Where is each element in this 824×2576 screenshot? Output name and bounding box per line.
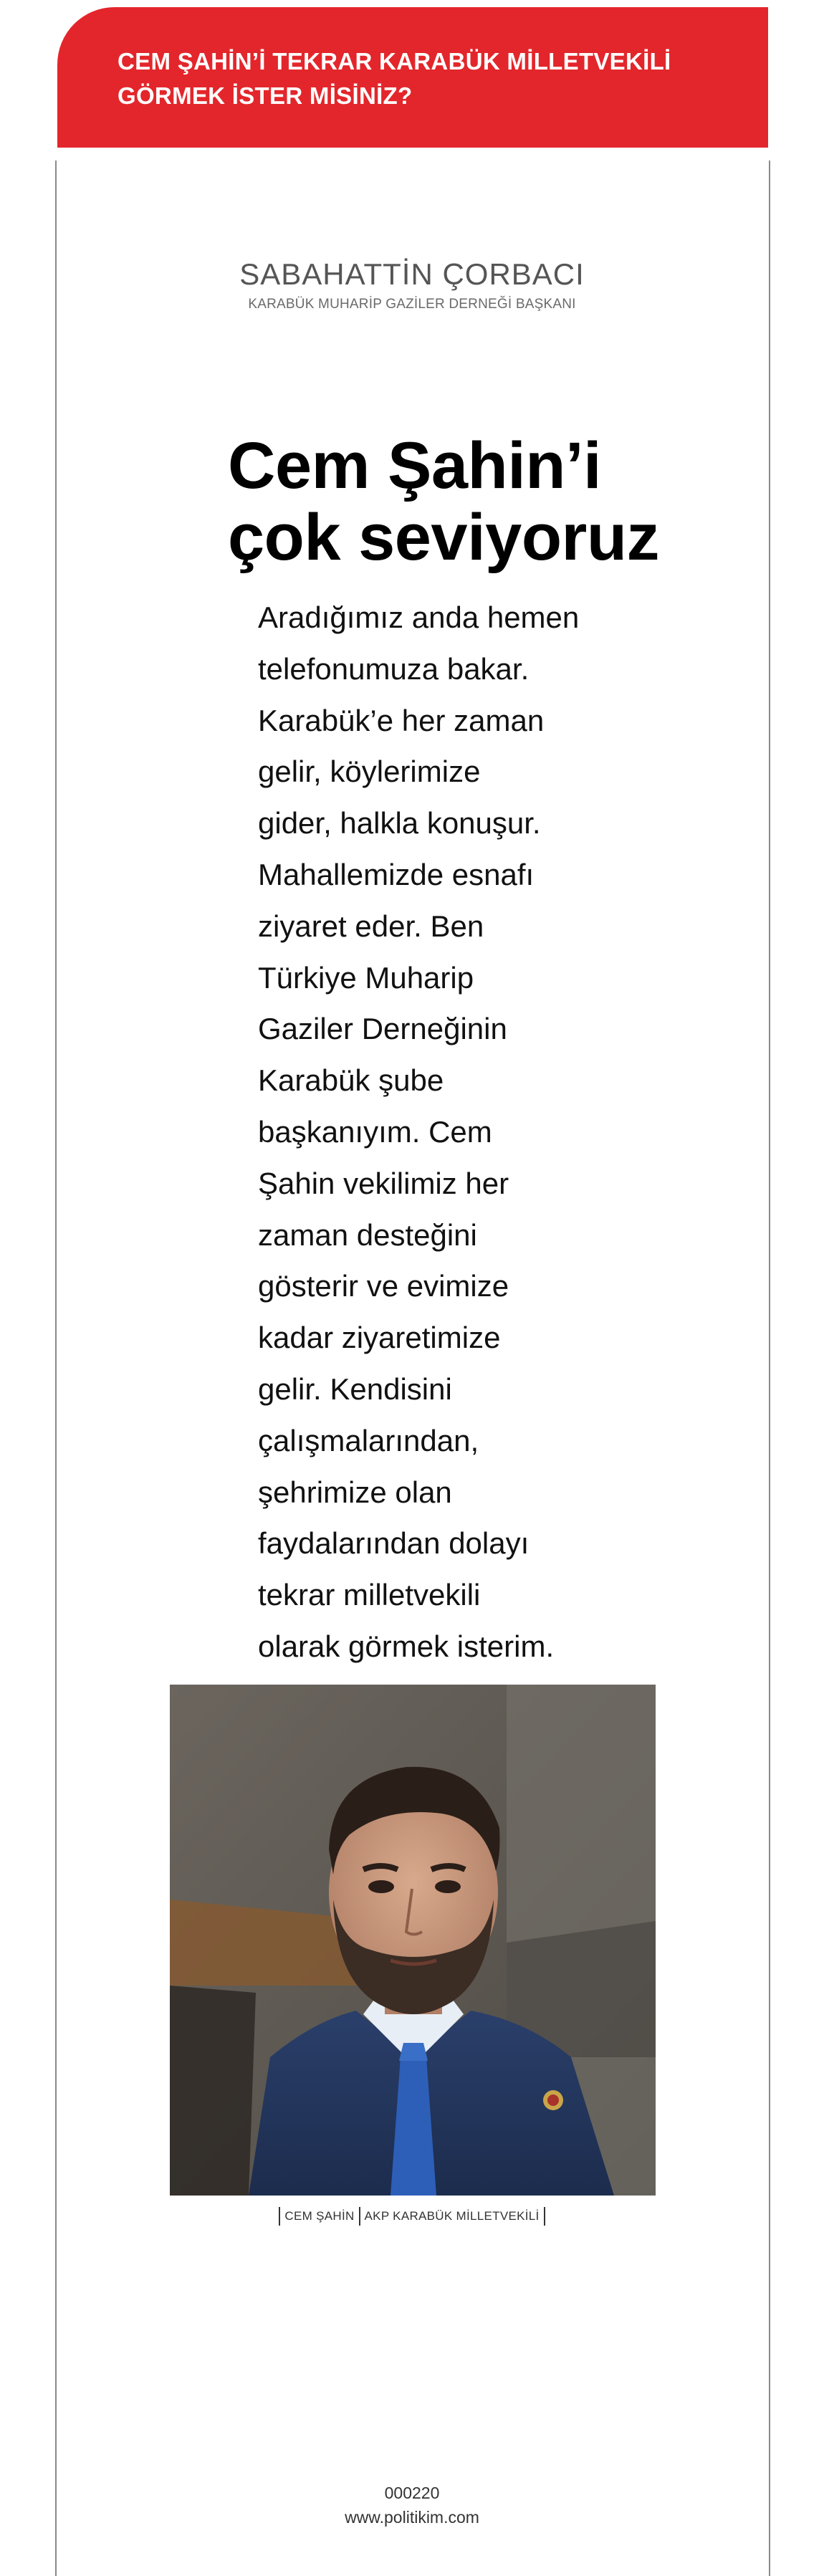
portrait-photo xyxy=(170,1685,656,2196)
portrait-illustration xyxy=(170,1685,656,2196)
page-footer xyxy=(0,2481,824,2529)
caption-divider xyxy=(279,2207,280,2226)
article-headline: Cem Şahin’i çok seviyoruz xyxy=(228,429,660,574)
author-block xyxy=(0,257,824,312)
page-code: 000220 xyxy=(384,2484,440,2502)
caption-name: CEM ŞAHİN xyxy=(284,2209,355,2223)
caption-title: AKP KARABÜK MİLLETVEKİLİ xyxy=(364,2209,540,2223)
photo-caption xyxy=(0,2207,824,2226)
caption-divider xyxy=(544,2207,545,2226)
caption-divider xyxy=(359,2207,360,2226)
author-name: SABAHATTİN ÇORBACI xyxy=(239,257,585,291)
website-link[interactable]: www.politikim.com xyxy=(345,2508,479,2527)
author-role: KARABÜK MUHARİP GAZİLER DERNEĞİ BAŞKANI xyxy=(248,297,576,312)
article-body: Aradığımız anda hemen telefonumuza bakar. Karabük’e her zaman gelir, köylerimize gider, halkla konuşur. Mahallemizde esnafı ziyaret eder. Ben Türkiye Muharip Gaziler Derneğinin Karabük şube başkanıyım. Cem Şahin vekilimiz her zaman desteğini gösterir ve evimize kadar ziyaretimize gelir. Kendisini çalışmalarından, şehrimize olan faydalarından dolayı tekrar milletvekili olarak görmek isterim. xyxy=(258,600,580,1663)
banner-title: CEM ŞAHİN’İ TEKRAR KARABÜK MİLLETVEKİLİ GÖRMEK İSTER MİSİNİZ? xyxy=(118,48,671,109)
headline-banner xyxy=(57,7,768,148)
